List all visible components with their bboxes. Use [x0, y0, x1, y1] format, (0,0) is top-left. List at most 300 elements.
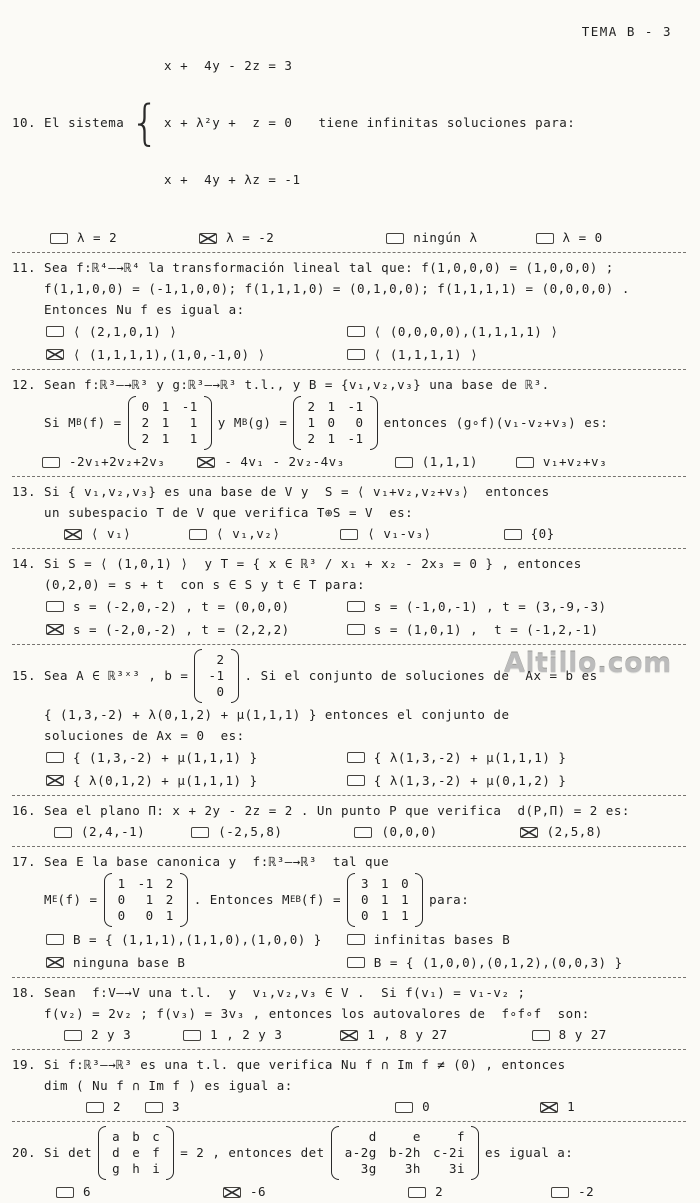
question-number: 11.: [12, 260, 37, 275]
answer-option: [46, 320, 347, 343]
option-checkbox[interactable]: [395, 1102, 413, 1113]
question-text: Si f:ℝ³—→ℝ³ es una t.l. que verifica Nu f ∩ Im f ≠ (0) , entonces: [44, 1057, 566, 1072]
options-row: [12, 451, 686, 473]
paren-left: [293, 396, 301, 450]
matrix-cell: 2: [165, 876, 174, 891]
question-13: [12, 481, 686, 545]
question-number: 15.: [12, 668, 37, 683]
matrix: [293, 396, 377, 450]
option-label: 0: [422, 1099, 431, 1114]
question-number: 17.: [12, 854, 37, 869]
question-text: Sean f:V—→V una t.l. y v₁,v₂,v₃ ∈ V . Si f(v₁) = v₁-v₂ ;: [44, 985, 526, 1000]
matrix-cell: -1: [347, 431, 364, 446]
answer-option: [347, 928, 686, 951]
answer-option: [46, 595, 347, 618]
question-18: [12, 982, 686, 1046]
matrix-cell: 1: [145, 892, 154, 907]
option-label: (0,0,0): [381, 824, 438, 839]
option-label: 8 y 27: [558, 1027, 607, 1042]
matrix: [98, 1126, 174, 1180]
question-text: El sistema: [44, 115, 125, 130]
matrix: [128, 396, 212, 450]
matrix-subscript: B: [241, 418, 248, 428]
option-label: s = (-2,0,-2) , t = (0,0,0): [73, 599, 290, 614]
option-checkbox[interactable]: [347, 775, 365, 786]
question-17: [12, 851, 686, 974]
question-number: 19.: [12, 1057, 37, 1072]
matrix-cell: 3: [361, 876, 370, 891]
option-label: B = { (1,0,0),(0,1,2),(0,0,3) }: [373, 955, 623, 970]
question-20: [12, 1126, 686, 1203]
option-label: ningún λ: [413, 230, 478, 245]
option-checkbox[interactable]: [223, 1187, 241, 1198]
question-text: (f) =: [57, 892, 98, 907]
answer-option: [408, 1181, 443, 1203]
question-text: Sea f:ℝ⁴—→ℝ⁴ la transformación lineal tal que: f(1,0,0,0) = (1,0,0,0) ;: [44, 260, 614, 275]
answer-option: [354, 821, 437, 843]
paren-right: [180, 873, 188, 927]
question-text: entonces (g∘f)(v₁-v₂+v₃) es:: [383, 415, 609, 430]
matrix-line: [12, 649, 686, 703]
options-grid: [12, 928, 686, 974]
question-text: Entonces Nu f es igual a:: [44, 302, 245, 317]
matrix-cell: 2: [216, 652, 225, 667]
answer-option: [54, 821, 145, 843]
paren-left: [128, 396, 136, 450]
matrix-cell: 0: [361, 892, 370, 907]
options-row: [12, 1024, 686, 1046]
option-checkbox[interactable]: [197, 457, 215, 468]
paren-right: [231, 649, 239, 703]
divider: [12, 252, 686, 253]
question-number: 14.: [12, 556, 37, 571]
matrix-cell: 1: [401, 908, 410, 923]
option-label: s = (-1,0,-1) , t = (3,-9,-3): [373, 599, 607, 614]
question-text: es igual a:: [485, 1145, 574, 1160]
matrix-cell: -1: [208, 668, 225, 683]
option-checkbox[interactable]: [347, 957, 365, 968]
question-text: tiene infinitas soluciones para:: [318, 115, 576, 130]
matrix-cell: h: [132, 1161, 141, 1176]
paren-left: [104, 873, 112, 927]
question-14: [12, 553, 686, 641]
question-text: un subespacio T de V que verifica T⊕S = V es:: [44, 505, 414, 520]
option-label: { λ(1,3,-2) + μ(1,1,1) }: [373, 750, 567, 765]
options-row: [12, 227, 686, 249]
option-label: { λ(1,3,-2) + μ(0,1,2) }: [373, 773, 567, 788]
options-row: [12, 523, 686, 545]
question-text: = 2 , entonces det: [180, 1145, 325, 1160]
option-checkbox[interactable]: [50, 233, 68, 244]
option-checkbox[interactable]: [340, 529, 358, 540]
matrix-cell: c: [152, 1129, 161, 1144]
option-label: (-2,5,8): [218, 824, 283, 839]
answer-option: [50, 227, 117, 249]
question-text: Si M: [44, 415, 77, 430]
option-checkbox[interactable]: [189, 529, 207, 540]
option-label: ninguna base B: [73, 955, 186, 970]
divider: [12, 644, 686, 645]
option-label: s = (-2,0,-2) , t = (2,2,2): [73, 622, 290, 637]
matrix-cell: b-2h: [388, 1145, 421, 1160]
matrix-cell: e: [132, 1145, 141, 1160]
equation: x + 4y + λz = -1: [164, 172, 301, 187]
option-label: 3: [172, 1099, 181, 1114]
question-text: (f) =: [300, 892, 342, 907]
question-text: . Si el conjunto de soluciones de Ax = b es: [244, 668, 598, 683]
matrix: [331, 1126, 479, 1180]
option-checkbox[interactable]: [504, 529, 522, 540]
answer-option: [42, 451, 165, 473]
option-label: v₁+v₂+v₃: [542, 454, 608, 469]
matrix-cell: 0: [361, 908, 370, 923]
answer-option: [540, 1096, 575, 1118]
matrix-cell: b: [132, 1129, 141, 1144]
matrix-cell: -1: [137, 876, 154, 891]
matrix-cell: 1: [381, 892, 390, 907]
matrix-cell: 1: [401, 892, 410, 907]
options-row: [12, 1181, 686, 1203]
option-checkbox[interactable]: [191, 827, 209, 838]
paren-left: [331, 1126, 339, 1180]
question-text: f(v₂) = 2v₂ ; f(v₃) = 3v₃ , entonces los autovalores de f∘f∘f son:: [44, 1006, 590, 1021]
answer-option: [395, 451, 478, 473]
answer-option: [347, 951, 686, 974]
matrix-cell: 1: [189, 415, 198, 430]
option-label: ⟨ (2,1,0,1) ⟩: [73, 324, 178, 339]
question-text: Si { v₁,v₂,v₃} es una base de V y S = ⟨ v₁+v₂,v₂+v₃⟩ entonces: [44, 484, 550, 499]
divider: [12, 846, 686, 847]
divider: [12, 369, 686, 370]
question-10-statement: [12, 18, 686, 227]
matrix-cell: 1: [161, 415, 170, 430]
option-checkbox[interactable]: [64, 1030, 82, 1041]
system-brace: {: [130, 93, 161, 151]
option-checkbox[interactable]: [199, 233, 217, 244]
answer-option: [56, 1181, 91, 1203]
option-label: 2: [435, 1184, 444, 1199]
option-label: { λ(0,1,2) + μ(1,1,1) }: [73, 773, 258, 788]
divider: [12, 548, 686, 549]
exam-topic-header: TEMA B - 3: [581, 24, 672, 39]
question-19: [12, 1054, 686, 1118]
options-grid: [12, 746, 686, 792]
answer-option: [197, 451, 344, 473]
option-checkbox[interactable]: [408, 1187, 426, 1198]
question-15: [12, 649, 686, 792]
matrix-cell: 1: [381, 908, 390, 923]
paren-right: [370, 396, 378, 450]
option-label: 2: [113, 1099, 122, 1114]
option-label: 1 , 2 y 3: [210, 1027, 283, 1042]
option-label: -2v₁+2v₂+2v₃: [69, 454, 166, 469]
divider: [12, 1049, 686, 1050]
question-text: (0,2,0) = s + t con s ∈ S y t ∈ T para:: [44, 577, 366, 592]
matrix: [347, 873, 423, 927]
option-checkbox[interactable]: [347, 624, 365, 635]
matrix-cell: d: [368, 1129, 377, 1144]
matrix-cell: 1: [327, 431, 336, 446]
answer-option: [46, 951, 347, 974]
matrix-cell: f: [152, 1145, 161, 1160]
matrix-cell: 3i: [448, 1161, 466, 1176]
matrix-cell: 2: [307, 431, 316, 446]
answer-option: [189, 523, 280, 545]
option-checkbox[interactable]: [145, 1102, 163, 1113]
answer-option: [504, 523, 555, 545]
option-label: -2: [578, 1184, 595, 1199]
answer-option: [46, 928, 347, 951]
option-label: s = (1,0,1) , t = (-1,2,-1): [373, 622, 599, 637]
option-label: -6: [250, 1184, 267, 1199]
question-text: (g) =: [247, 415, 288, 430]
matrix-cell: d: [112, 1145, 121, 1160]
option-label: 6: [83, 1184, 92, 1199]
option-label: 1: [567, 1099, 576, 1114]
matrix-cell: 0: [216, 684, 225, 699]
answer-option: [536, 227, 603, 249]
option-checkbox[interactable]: [46, 752, 64, 763]
option-checkbox[interactable]: [347, 349, 365, 360]
option-checkbox[interactable]: [395, 457, 413, 468]
option-checkbox[interactable]: [516, 457, 534, 468]
option-checkbox[interactable]: [64, 529, 82, 540]
question-number: 18.: [12, 985, 37, 1000]
question-text: Sea A ∈ ℝ³ˣ³ , b =: [44, 668, 189, 683]
paren-left: [347, 873, 355, 927]
answer-option: [223, 1181, 266, 1203]
answer-option: [551, 1181, 594, 1203]
answer-option: [145, 1096, 180, 1118]
paren-left: [98, 1126, 106, 1180]
answer-option: [340, 1024, 447, 1046]
matrix: [104, 873, 188, 927]
equation: x + λ²y + z = 0: [164, 115, 293, 130]
equation-system: [164, 18, 300, 227]
answer-option: [347, 320, 686, 343]
matrix-cell: 0: [117, 908, 126, 923]
matrix-cell: 0: [355, 415, 364, 430]
option-checkbox[interactable]: [347, 934, 365, 945]
divider: [12, 1121, 686, 1122]
answer-option: [191, 821, 282, 843]
divider: [12, 795, 686, 796]
option-checkbox[interactable]: [386, 233, 404, 244]
answer-option: [347, 618, 686, 641]
matrix-cell: 0: [327, 415, 336, 430]
paren-left: [194, 649, 202, 703]
options-grid: [12, 320, 686, 366]
option-label: (2,5,8): [546, 824, 603, 839]
option-checkbox[interactable]: [46, 957, 64, 968]
option-label: - 4v₁ - 2v₂-4v₃: [224, 454, 345, 469]
matrix-cell: 1: [307, 415, 316, 430]
options-grid: [12, 595, 686, 641]
options-row: [12, 821, 686, 843]
option-label: ⟨ v₁,v₂⟩: [216, 526, 281, 541]
option-label: (2,4,-1): [81, 824, 146, 839]
paren-right: [415, 873, 423, 927]
option-checkbox[interactable]: [536, 233, 554, 244]
question-number: 20.: [12, 1145, 37, 1160]
question-12: [12, 374, 686, 473]
answer-option: [532, 1024, 607, 1046]
option-checkbox[interactable]: [46, 601, 64, 612]
answer-option: [386, 227, 477, 249]
question-number: 13.: [12, 484, 37, 499]
matrix-cell: 0: [401, 876, 410, 891]
question-text: y M: [217, 415, 242, 430]
option-label: 2 y 3: [91, 1027, 132, 1042]
matrix-cell: 1: [381, 876, 390, 891]
divider: [12, 977, 686, 978]
question-text: Si S = ⟨ (1,0,1) ⟩ y T = { x ∈ ℝ³ / x₁ + x₂ - 2x₃ = 0 } , entonces: [44, 556, 582, 571]
option-checkbox[interactable]: [54, 827, 72, 838]
option-checkbox[interactable]: [46, 775, 64, 786]
column-vector: [194, 649, 238, 703]
matrix-cell: a: [112, 1129, 121, 1144]
answer-option: [520, 821, 603, 843]
matrix-cell: 0: [141, 399, 150, 414]
matrix-cell: 3g: [360, 1161, 377, 1176]
answer-option: [86, 1096, 121, 1118]
option-checkbox[interactable]: [540, 1102, 558, 1113]
option-label: ⟨ v₁-v₃⟩: [367, 526, 432, 541]
question-11: [12, 257, 686, 366]
matrix-cell: 2: [307, 399, 316, 414]
option-checkbox[interactable]: [347, 601, 365, 612]
answer-option: [46, 746, 347, 769]
option-label: ⟨ (0,0,0,0),(1,1,1,1) ⟩: [373, 324, 559, 339]
matrix-cell: e: [412, 1129, 421, 1144]
question-text: Si det: [44, 1145, 93, 1160]
answer-option: [46, 769, 347, 792]
option-checkbox[interactable]: [532, 1030, 550, 1041]
answer-option: [64, 523, 131, 545]
option-label: {0}: [530, 526, 555, 541]
option-label: ⟨ (1,1,1,1) ⟩: [373, 347, 479, 362]
option-label: (1,1,1): [421, 454, 478, 469]
matrix-cell: g: [112, 1161, 121, 1176]
matrix-cell: 1: [165, 908, 174, 923]
option-checkbox[interactable]: [46, 326, 64, 337]
question-text: dim ( Nu f ∩ Im f ) es igual a:: [44, 1078, 293, 1093]
option-label: ⟨ (1,1,1,1),(1,0,-1,0) ⟩: [73, 347, 266, 362]
watermark: Altillo.com: [504, 648, 672, 679]
matrix-cell: 1: [327, 399, 336, 414]
answer-option: [64, 1024, 131, 1046]
matrix-cell: 0: [117, 892, 126, 907]
matrix-subscript: B: [76, 418, 82, 428]
equation: x + 4y - 2z = 3: [164, 58, 293, 73]
matrix-cell: f: [457, 1129, 466, 1144]
option-checkbox[interactable]: [347, 752, 365, 763]
divider: [12, 476, 686, 477]
answer-option: [340, 523, 431, 545]
option-label: B = { (1,1,1),(1,1,0),(1,0,0) }: [73, 932, 322, 947]
matrix-subscript: E: [52, 895, 58, 905]
answer-option: [347, 595, 686, 618]
question-text: { (1,3,-2) + λ(0,1,2) + μ(1,1,1) } entonces el conjunto de: [44, 707, 510, 722]
question-text: Sea E la base canonica y f:ℝ³—→ℝ³ tal que: [44, 854, 390, 869]
matrix-line: [12, 1126, 686, 1180]
paren-right: [166, 1126, 174, 1180]
option-checkbox[interactable]: [354, 827, 372, 838]
answer-option: [347, 343, 686, 366]
question-text: Sea el plano Π: x + 2y - 2z = 2 . Un punto P que verifica d(P,Π) = 2 es:: [44, 803, 630, 818]
option-checkbox[interactable]: [183, 1030, 201, 1041]
answer-option: [46, 618, 347, 641]
option-checkbox[interactable]: [86, 1102, 104, 1113]
matrix-cell: 0: [145, 908, 154, 923]
question-number: 12.: [12, 377, 37, 392]
matrix-cell: 2: [141, 431, 150, 446]
paren-right: [204, 396, 212, 450]
answer-option: [199, 227, 274, 249]
option-checkbox[interactable]: [340, 1030, 358, 1041]
option-label: λ = 0: [562, 230, 603, 245]
option-label: λ = -2: [226, 230, 275, 245]
question-number: 10.: [12, 115, 37, 130]
matrix-cell: -1: [181, 399, 198, 414]
matrix-subscript: EB: [290, 895, 301, 905]
option-checkbox[interactable]: [46, 349, 64, 360]
answer-option: [183, 1024, 282, 1046]
question-text: Sean f:ℝ³—→ℝ³ y g:ℝ³—→ℝ³ t.l., y B = {v₁,v₂,v₃} una base de ℝ³.: [44, 377, 550, 392]
answer-option: [347, 769, 686, 792]
matrix-cell: 2: [165, 892, 174, 907]
question-text: f(1,1,0,0) = (-1,1,0,0); f(1,1,1,0) = (0,1,0,0); f(1,1,1,1) = (0,0,0,0) .: [44, 281, 630, 296]
question-10: [12, 18, 686, 249]
answer-option: [516, 451, 607, 473]
question-text: soluciones de Ax = 0 es:: [44, 728, 245, 743]
matrix-cell: 1: [161, 431, 170, 446]
matrix-cell: a-2g: [344, 1145, 377, 1160]
matrix-cell: 1: [117, 876, 126, 891]
matrix-cell: 1: [161, 399, 170, 414]
matrix-cell: 3h: [404, 1161, 421, 1176]
question-text: para:: [429, 892, 470, 907]
option-label: { (1,3,-2) + μ(1,1,1) }: [73, 750, 258, 765]
option-checkbox[interactable]: [42, 457, 60, 468]
option-label: infinitas bases B: [373, 932, 511, 947]
question-text: . Entonces M: [193, 892, 291, 907]
option-checkbox[interactable]: [46, 624, 64, 635]
answer-option: [395, 1096, 430, 1118]
answer-option: [46, 343, 347, 366]
option-label: λ = 2: [77, 230, 118, 245]
matrix-cell: -1: [347, 399, 364, 414]
option-checkbox[interactable]: [520, 827, 538, 838]
options-row: [12, 1096, 686, 1118]
question-text: M: [44, 892, 53, 907]
option-checkbox[interactable]: [46, 934, 64, 945]
matrix-cell: c-2i: [432, 1145, 466, 1160]
question-number: 16.: [12, 803, 37, 818]
matrix-line: [12, 396, 686, 450]
option-checkbox[interactable]: [551, 1187, 569, 1198]
question-text: (f) =: [81, 415, 122, 430]
option-checkbox[interactable]: [56, 1187, 74, 1198]
answer-option: [347, 746, 686, 769]
question-16: [12, 800, 686, 843]
matrix-cell: 2: [141, 415, 150, 430]
matrix-line: [12, 873, 686, 927]
option-checkbox[interactable]: [347, 326, 365, 337]
matrix-cell: i: [152, 1161, 161, 1176]
matrix-cell: 1: [189, 431, 198, 446]
paren-right: [471, 1126, 479, 1180]
